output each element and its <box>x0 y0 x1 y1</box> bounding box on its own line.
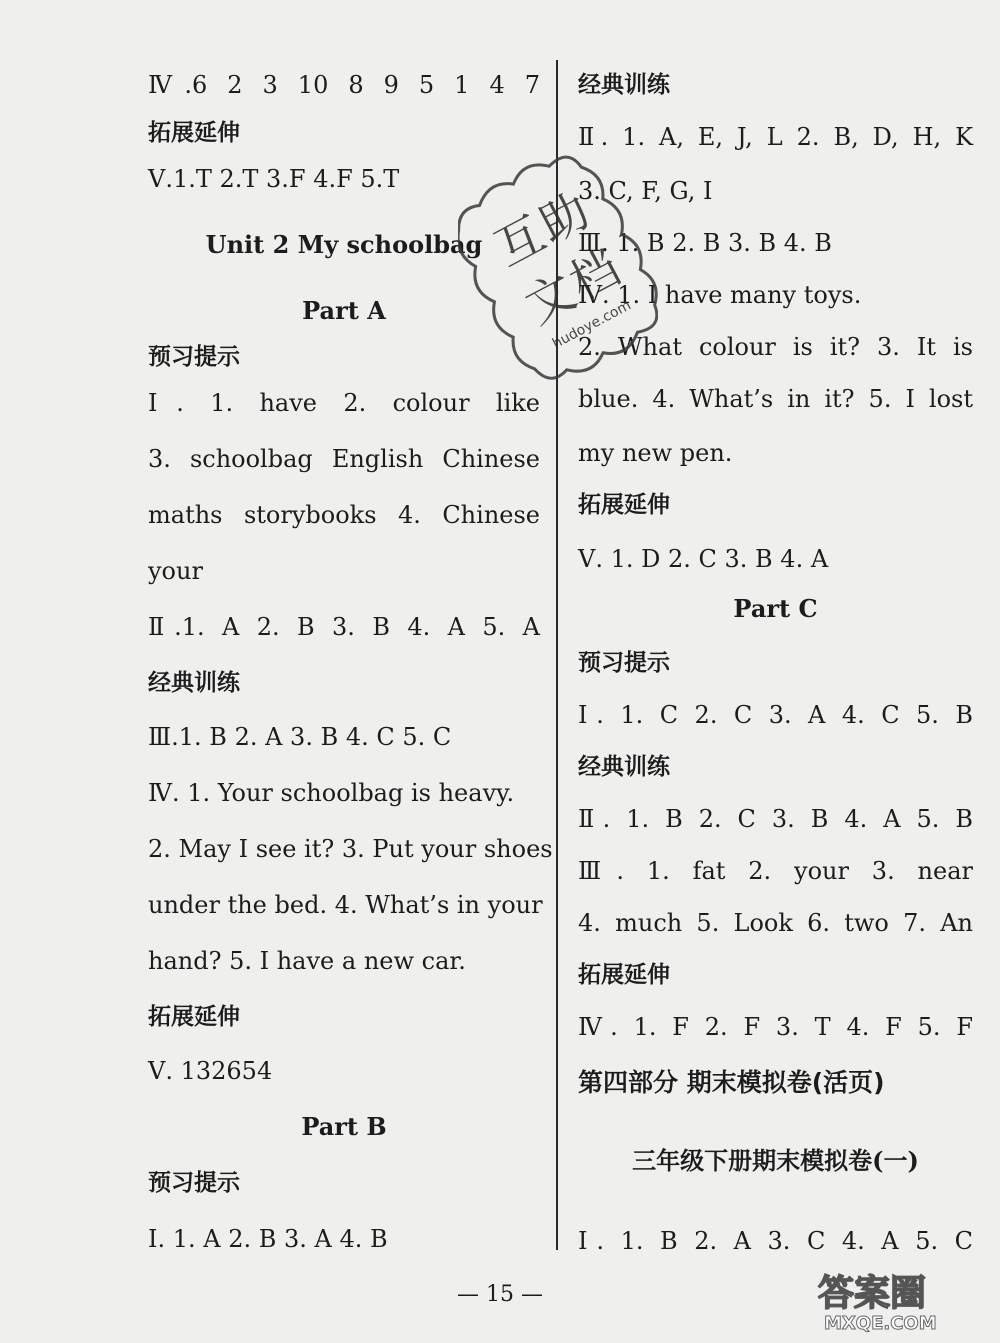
answer-line: Ⅴ. 1. D 2. C 3. B 4. A <box>578 545 829 573</box>
stamp-url: hudoye.com <box>549 297 634 353</box>
answer-line: under the bed. 4. What’s in your <box>148 891 543 919</box>
answer-line: Ⅴ.1.T 2.T 3.F 4.F 5.T <box>148 165 400 193</box>
section-heading: 拓展延伸 <box>148 1004 240 1030</box>
answer-line: Ⅳ. 1. I have many toys. <box>578 281 862 309</box>
answer-line: Ⅰ. 1. B 2. A 3. C 4. A 5. C <box>578 1227 973 1255</box>
section-heading: 预习提示 <box>578 650 670 676</box>
exam-title: 三年级下册期末模拟卷(一) <box>632 1146 919 1175</box>
answer-line: Ⅱ.1. A 2. B 3. B 4. A 5. A <box>148 613 540 641</box>
part-title: Part B <box>301 1112 387 1141</box>
watermark-logo <box>810 1265 990 1335</box>
watermark-sub: MXQE.COM <box>824 1313 937 1334</box>
answer-line: Ⅳ. 1. F 2. F 3. T 4. F 5. F <box>578 1013 973 1041</box>
section-heading: 经典训练 <box>148 670 240 696</box>
answer-line: Ⅲ. 1. B 2. B 3. B 4. B <box>578 229 832 257</box>
answer-line: Ⅰ. 1. C 2. C 3. A 4. C 5. B <box>578 701 973 729</box>
part-title: Part A <box>302 296 386 325</box>
answer-line: 2. May I see it? 3. Put your shoes <box>148 835 553 863</box>
stamp-text: 互 <box>485 205 555 278</box>
section-heading: 拓展延伸 <box>578 962 670 988</box>
stamp-text: 档 <box>560 239 630 312</box>
part-title: Part C <box>733 594 818 623</box>
answer-line: 2. What colour is it? 3. It is <box>578 333 973 361</box>
answer-line: your <box>148 557 203 585</box>
answer-line: Ⅰ. 1. have 2. colour like <box>148 389 540 417</box>
answer-line: maths storybooks 4. Chinese <box>148 501 540 529</box>
answer-line: Ⅳ. 1. Your schoolbag is heavy. <box>148 779 515 807</box>
section-heading: 拓展延伸 <box>148 120 240 146</box>
answer-line: Ⅱ. 1. B 2. C 3. B 4. A 5. B <box>578 805 973 833</box>
answer-line: 3. schoolbag English Chinese <box>148 445 540 473</box>
section-heading: 经典训练 <box>578 72 670 98</box>
stamp-text: 文 <box>516 263 586 336</box>
unit-title: Unit 2 My schoolbag <box>205 230 483 259</box>
stamp-seal <box>458 128 658 408</box>
answer-line: my new pen. <box>578 439 733 467</box>
answer-line: hand? 5. I have a new car. <box>148 947 466 975</box>
answer-line: Ⅲ. 1. fat 2. your 3. near <box>578 857 973 885</box>
answer-line: Ⅳ.6 2 3 10 8 9 5 1 4 7 <box>148 71 540 99</box>
section-heading: 经典训练 <box>578 754 670 780</box>
answer-line: Ⅴ. 132654 <box>148 1057 273 1085</box>
answer-line: 4. much 5. Look 6. two 7. An <box>578 909 973 937</box>
page-number: — 15 — <box>457 1282 543 1307</box>
answer-line: Ⅰ. 1. A 2. B 3. A 4. B <box>148 1225 388 1253</box>
section-heading: 预习提示 <box>148 1170 240 1196</box>
stamp-text: 助 <box>530 182 599 255</box>
part-four-heading: 第四部分 期末模拟卷(活页) <box>578 1068 885 1097</box>
answer-line: 3. C, F, G, I <box>578 177 713 205</box>
answer-line: blue. 4. What’s in it? 5. I lost <box>578 385 973 413</box>
section-heading: 预习提示 <box>148 344 240 370</box>
answer-line: Ⅲ.1. B 2. A 3. B 4. C 5. C <box>148 723 452 751</box>
section-heading: 拓展延伸 <box>578 492 670 518</box>
watermark-main: 答案圈 <box>818 1273 927 1314</box>
answer-line: Ⅱ. 1. A, E, J, L 2. B, D, H, K <box>578 123 973 151</box>
